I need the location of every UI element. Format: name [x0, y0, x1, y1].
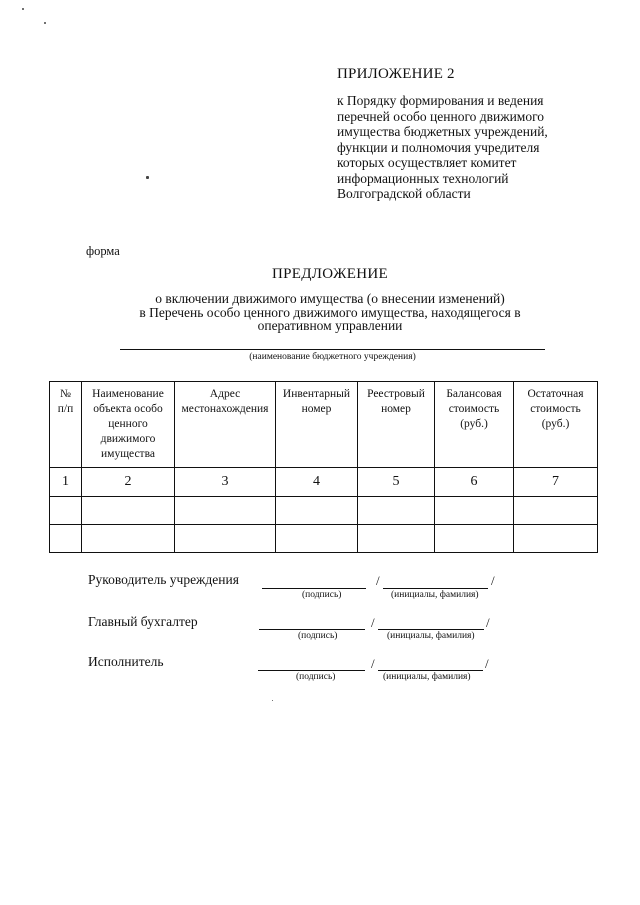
table-cell[interactable]: [358, 497, 435, 525]
signature-label-accountant: Главный бухгалтер: [88, 614, 198, 629]
table-header-row: [50, 382, 598, 468]
appendix-line: функции и полномочия учредителя: [337, 139, 540, 155]
table-cell[interactable]: [276, 497, 358, 525]
table-row: [50, 497, 598, 525]
document-subtitle: [0, 292, 640, 333]
signature-caption: (подпись): [298, 631, 338, 641]
column-number: 1: [50, 468, 82, 497]
signature-caption: (подпись): [296, 672, 336, 682]
table-cell[interactable]: [435, 497, 514, 525]
name-caption: (инициалы, фамилия): [391, 590, 479, 600]
document-title: ПРЕДЛОЖЕНИЕ: [272, 266, 388, 282]
table-row: [50, 525, 598, 553]
appendix-title: ПРИЛОЖЕНИЕ 2: [337, 66, 455, 82]
signature-end-slash: /: [485, 656, 489, 671]
appendix-line: информационных технологий: [337, 170, 509, 186]
signature-slash: /: [376, 573, 380, 588]
signature-end-slash: /: [486, 615, 490, 630]
table-cell[interactable]: [358, 525, 435, 553]
appendix-line: которых осуществляет комитет: [337, 155, 517, 170]
form-label: форма: [86, 244, 120, 258]
name-field-head[interactable]: [383, 588, 488, 589]
header-object-name: Наименование объекта особо ценного движимого имущества: [82, 382, 175, 468]
appendix-line: имущества бюджетных учреждений,: [337, 124, 548, 139]
table-cell[interactable]: [82, 497, 175, 525]
subtitle-line: о включении движимого имущества (о внесении изменений): [155, 291, 505, 306]
institution-caption: (наименование бюджетного учреждения): [249, 352, 416, 362]
appendix-line: Волгоградской области: [337, 186, 471, 201]
scan-speck: [22, 8, 24, 10]
table-cell[interactable]: [514, 497, 598, 525]
table-cell[interactable]: [50, 525, 82, 553]
header-registry-number: Реестровый номер: [358, 382, 435, 468]
institution-name-field[interactable]: [120, 349, 545, 350]
subtitle-line: оперативном управлении: [257, 318, 403, 333]
signature-field-head[interactable]: [262, 588, 366, 589]
signature-slash: /: [371, 615, 375, 630]
scan-speck: [272, 700, 273, 701]
signature-label-executor: Исполнитель: [88, 654, 164, 669]
signature-field-executor[interactable]: [258, 670, 365, 671]
header-address: Адрес местонахождения: [175, 382, 276, 468]
column-number: 4: [276, 468, 358, 497]
column-number: 3: [175, 468, 276, 497]
header-number: № п/п: [50, 382, 82, 468]
name-caption: (инициалы, фамилия): [383, 672, 471, 682]
scan-speck: [44, 22, 46, 24]
table-cell[interactable]: [82, 525, 175, 553]
table-cell[interactable]: [435, 525, 514, 553]
header-book-value: Балансовая стоимость (руб.): [435, 382, 514, 468]
column-number: 2: [82, 468, 175, 497]
signature-end-slash: /: [491, 573, 495, 588]
appendix-description: [337, 93, 587, 202]
table-cell[interactable]: [175, 497, 276, 525]
signature-label-head: Руководитель учреждения: [88, 572, 239, 587]
scan-speck: [146, 176, 149, 179]
appendix-line: к Порядку формирования и ведения: [337, 93, 544, 108]
column-number: 7: [514, 468, 598, 497]
column-number: 5: [358, 468, 435, 497]
name-caption: (инициалы, фамилия): [387, 631, 475, 641]
subtitle-line: в Перечень особо ценного движимого имущества, находящегося в: [139, 304, 521, 320]
name-field-executor[interactable]: [378, 670, 483, 671]
header-inventory-number: Инвентарный номер: [276, 382, 358, 468]
table-cell[interactable]: [514, 525, 598, 553]
column-number: 6: [435, 468, 514, 497]
table-cell[interactable]: [276, 525, 358, 553]
name-field-accountant[interactable]: [378, 629, 484, 630]
table-cell[interactable]: [175, 525, 276, 553]
appendix-line: перечней особо ценного движимого: [337, 108, 545, 124]
signature-field-accountant[interactable]: [259, 629, 365, 630]
signature-caption: (подпись): [302, 590, 342, 600]
table-cell[interactable]: [50, 497, 82, 525]
column-number-row: [50, 468, 598, 497]
signature-slash: /: [371, 656, 375, 671]
header-residual-value: Остаточная стоимость (руб.): [514, 382, 598, 468]
property-table: [49, 381, 598, 553]
